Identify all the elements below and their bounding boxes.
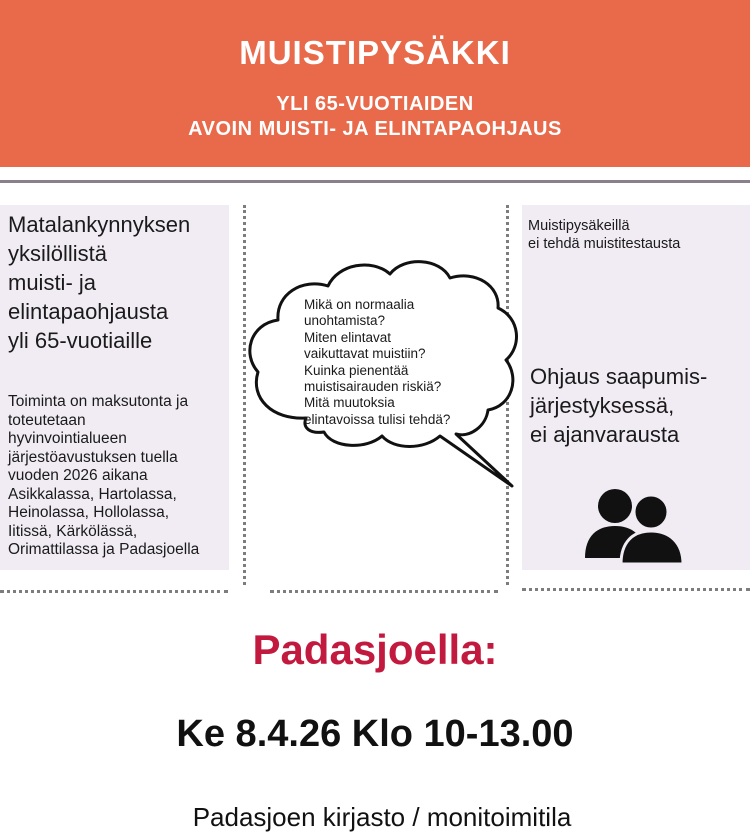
- order-line: Ohjaus saapumis-: [530, 364, 708, 389]
- info-line: vuoden 2026 aikana: [8, 467, 148, 484]
- info-line: Toiminta on maksutonta ja: [8, 393, 189, 410]
- testing-note: [528, 217, 743, 253]
- headline-text: [8, 210, 233, 355]
- info-line: Asikkalassa, Hartolassa,: [8, 485, 177, 503]
- info-line: Iitissä, Kärkölässä,: [8, 522, 138, 540]
- people-icon: [583, 486, 687, 564]
- page-title: MUISTIPYSÄKKI: [239, 34, 511, 71]
- order-line: järjestyksessä,: [530, 393, 675, 418]
- info-line: toteutetaan: [8, 411, 86, 429]
- question-line: unohtamista?: [304, 313, 386, 329]
- info-line: hyvinvointialueen: [8, 430, 127, 447]
- header-banner: [0, 0, 750, 167]
- dotted-separator: [0, 590, 228, 593]
- order-line: ei ajanvarausta: [530, 422, 680, 447]
- page-subtitle: [0, 92, 750, 142]
- question-line: Mitä muutoksia: [304, 395, 395, 411]
- question-line: muistisairauden riskiä?: [304, 379, 442, 395]
- location-title: Padasjoella:: [252, 626, 498, 673]
- headline-line: yksilöllistä: [8, 241, 108, 266]
- question-line: Kuinka pienentää: [304, 362, 409, 378]
- event-datetime: Ke 8.4.26 Klo 10-13.00: [176, 713, 574, 755]
- headline-line: elintapaohjausta: [8, 299, 169, 324]
- info-line: Heinolassa, Hollolassa,: [8, 504, 170, 521]
- arrival-order-text: [530, 362, 745, 449]
- headline-line: yli 65-vuotiaille: [8, 328, 153, 353]
- subtitle-line: YLI 65-VUOTIAIDEN: [276, 93, 474, 115]
- dotted-separator: [522, 588, 750, 591]
- question-line: Mikä on normaalia: [304, 297, 415, 312]
- note-line: Muistipysäkeillä: [528, 218, 630, 234]
- headline-line: Matalankynnyksen: [8, 212, 191, 237]
- note-line: ei tehdä muistitestausta: [528, 236, 681, 252]
- dotted-separator: [270, 590, 498, 593]
- question-line: vaikuttavat muistiin?: [304, 346, 426, 362]
- funding-info-text: [8, 393, 228, 560]
- speech-bubble-text: [304, 297, 494, 428]
- question-line: elintavoissa tulisi tehdä?: [304, 411, 451, 427]
- info-line: Orimattilassa ja Padasjoella: [8, 541, 200, 558]
- info-line: järjestöavustuksen tuella: [8, 448, 178, 466]
- divider-line: [0, 180, 750, 183]
- question-line: Miten elintavat: [304, 329, 392, 345]
- event-venue: Padasjoen kirjasto / monitoimitila: [192, 802, 572, 832]
- subtitle-line: AVOIN MUISTI- JA ELINTAPAOHJAUS: [188, 118, 562, 140]
- headline-line: muisti- ja: [8, 270, 97, 295]
